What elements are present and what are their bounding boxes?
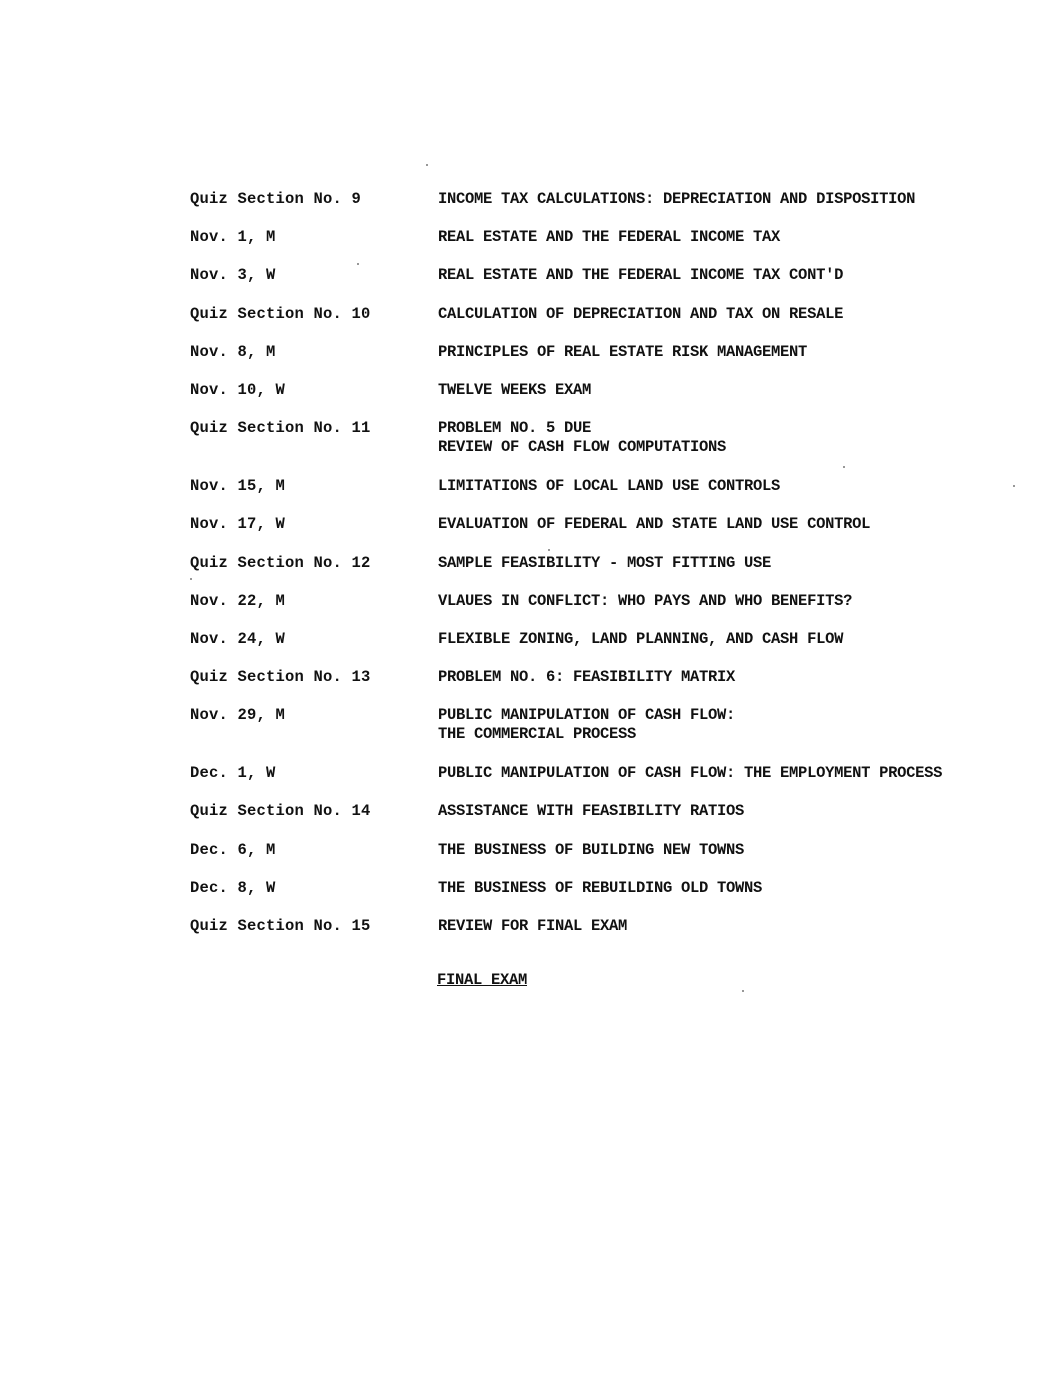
course-schedule	[190, 190, 1030, 955]
topic-line: REAL ESTATE AND THE FEDERAL INCOME TAX	[438, 228, 781, 247]
schedule-row	[190, 668, 1030, 706]
final-exam-heading: FINAL EXAM	[437, 971, 528, 989]
scan-speck	[742, 990, 744, 992]
session-date: Nov. 22, M	[190, 591, 286, 610]
session-topic	[438, 515, 1030, 534]
topic-line: INCOME TAX CALCULATIONS: DEPRECIATION AND DISPOSITION	[438, 190, 916, 208]
schedule-row	[190, 706, 1030, 764]
session-topic	[438, 419, 1030, 457]
session-date: Nov. 29, M	[190, 706, 286, 725]
topic-line: SAMPLE FEASIBILITY - MOST FITTING USE	[438, 553, 772, 572]
session-date: Nov. 15, M	[190, 477, 286, 496]
session-date: Quiz Section No. 10	[190, 304, 371, 323]
session-date: Quiz Section No. 12	[190, 553, 371, 572]
session-topic	[438, 190, 1030, 209]
topic-line: EVALUATION OF FEDERAL AND STATE LAND USE CONTROL	[438, 515, 871, 534]
session-topic	[438, 917, 1030, 936]
schedule-row	[190, 381, 1030, 419]
schedule-row	[190, 305, 1030, 343]
session-date: Nov. 17, W	[190, 515, 286, 534]
session-date: Quiz Section No. 11	[190, 419, 371, 438]
session-date: Dec. 6, M	[190, 840, 276, 859]
schedule-row	[190, 630, 1030, 668]
schedule-row	[190, 190, 1030, 228]
schedule-row	[190, 419, 1030, 477]
topic-line: THE BUSINESS OF REBUILDING OLD TOWNS	[438, 878, 763, 897]
schedule-row	[190, 764, 1030, 802]
session-topic	[438, 706, 1030, 744]
topic-line: TWELVE WEEKS EXAM	[438, 380, 592, 399]
schedule-row	[190, 802, 1030, 840]
session-date: Nov. 8, M	[190, 342, 276, 361]
session-topic	[438, 592, 1030, 611]
topic-line: PROBLEM NO. 6: FEASIBILITY MATRIX	[438, 668, 736, 687]
schedule-row	[190, 228, 1030, 266]
schedule-row	[190, 879, 1030, 917]
schedule-row	[190, 477, 1030, 515]
session-topic	[438, 266, 1030, 285]
session-topic	[438, 381, 1030, 400]
topic-line: THE COMMERCIAL PROCESS	[438, 725, 637, 744]
session-topic	[438, 343, 1030, 362]
topic-line: PUBLIC MANIPULATION OF CASH FLOW: THE EMPLOYMENT PROCESS	[438, 764, 943, 783]
schedule-row	[190, 554, 1030, 592]
session-topic	[438, 802, 1030, 821]
topic-line: PUBLIC MANIPULATION OF CASH FLOW:	[438, 706, 736, 725]
topic-line: REVIEW OF CASH FLOW COMPUTATIONS	[438, 438, 727, 457]
topic-line: PRINCIPLES OF REAL ESTATE RISK MANAGEMENT	[438, 342, 808, 361]
session-date: Dec. 8, W	[190, 878, 276, 897]
schedule-row	[190, 841, 1030, 879]
session-date: Nov. 1, M	[190, 228, 276, 247]
schedule-row	[190, 592, 1030, 630]
schedule-row	[190, 343, 1030, 381]
topic-line: FLEXIBLE ZONING, LAND PLANNING, AND CASH FLOW	[438, 629, 844, 648]
schedule-row	[190, 266, 1030, 304]
schedule-row	[190, 917, 1030, 955]
session-topic	[438, 879, 1030, 898]
topic-line: ASSISTANCE WITH FEASIBILITY RATIOS	[438, 802, 745, 821]
topic-line: REVIEW FOR FINAL EXAM	[438, 917, 628, 935]
schedule-row	[190, 515, 1030, 553]
topic-line: VLAUES IN CONFLICT: WHO PAYS AND WHO BENEFITS?	[438, 591, 853, 610]
topic-line: CALCULATION OF DEPRECIATION AND TAX ON RESALE	[438, 304, 844, 323]
session-topic	[438, 668, 1030, 687]
topic-line: THE BUSINESS OF BUILDING NEW TOWNS	[438, 840, 745, 859]
session-date: Quiz Section No. 14	[190, 802, 371, 821]
session-date: Quiz Section No. 9	[190, 190, 362, 208]
session-topic	[438, 228, 1030, 247]
topic-line: REAL ESTATE AND THE FEDERAL INCOME TAX CONT'D	[438, 266, 844, 285]
session-date: Quiz Section No. 15	[190, 917, 371, 935]
topic-line: PROBLEM NO. 5 DUE	[438, 419, 592, 438]
session-topic	[438, 554, 1030, 573]
session-topic	[438, 630, 1030, 649]
session-topic	[438, 764, 1030, 783]
session-date: Nov. 10, W	[190, 380, 286, 399]
session-date: Quiz Section No. 13	[190, 668, 371, 687]
session-topic	[438, 305, 1030, 324]
session-date: Dec. 1, W	[190, 764, 276, 783]
topic-line: LIMITATIONS OF LOCAL LAND USE CONTROLS	[438, 477, 781, 496]
session-date: Nov. 24, W	[190, 629, 286, 648]
scan-speck	[426, 164, 428, 166]
session-topic	[438, 841, 1030, 860]
session-date: Nov. 3, W	[190, 266, 276, 285]
session-topic	[438, 477, 1030, 496]
